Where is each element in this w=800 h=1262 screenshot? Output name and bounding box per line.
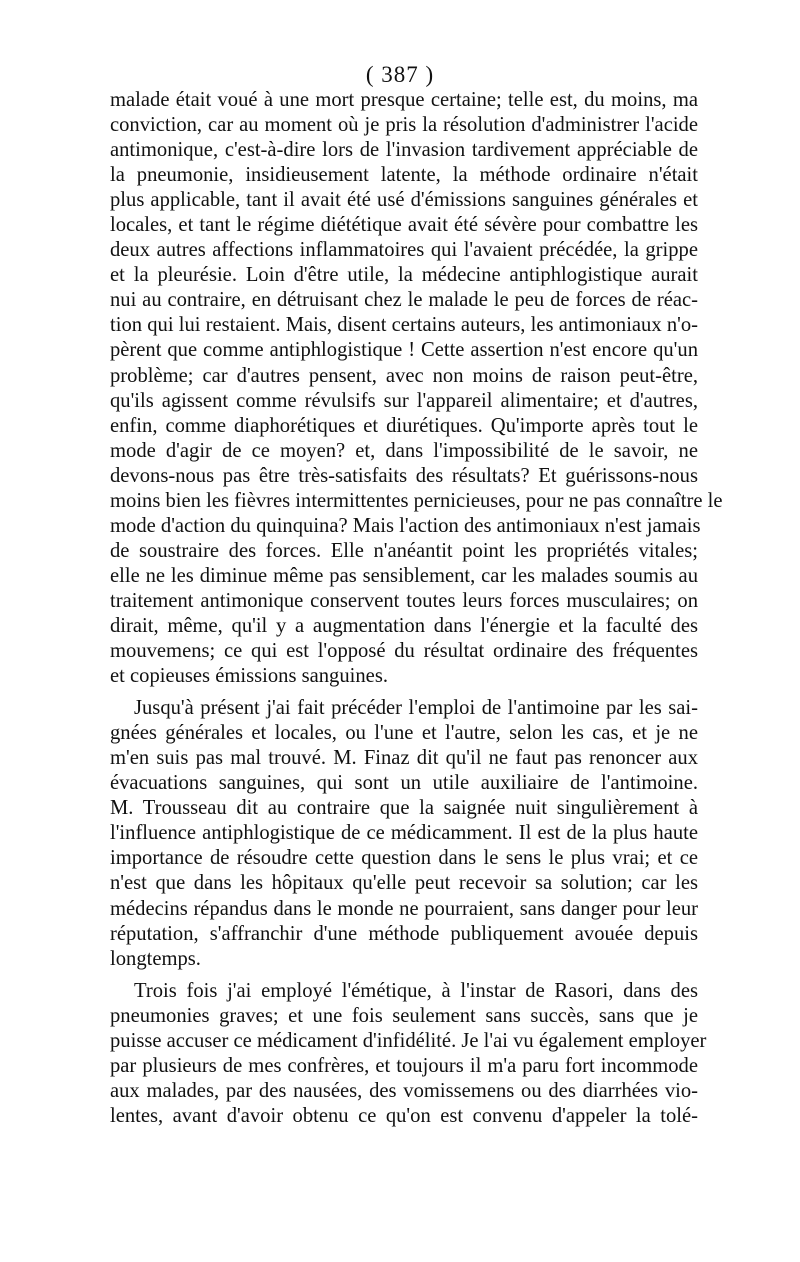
text-line: antimonique, c'est-à-dire lors de l'invasion tardivement appréciable de [110,139,698,162]
text-line: conviction, car au moment où je pris la résolution d'administrer l'acide [110,114,698,137]
text-line: mouvemens; ce qui est l'opposé du résultat ordinaire des fréquentes [110,640,698,663]
text-line: dirait, même, qu'il y a augmentation dans l'énergie et la faculté des [110,614,698,637]
text-line: de soustraire des forces. Elle n'anéantit point les propriétés vitales; [110,539,698,562]
text-line: mode d'action du quinquina? Mais l'action des antimoniaux n'est jamais [110,514,701,537]
text-line: importance de résoudre cette question dans le sens le plus vrai; et ce [110,847,698,870]
text-line: évacuations sanguines, qui sont un utile auxiliaire de l'antimoine. [110,772,698,795]
text-line: traitement antimonique conservent toutes leurs forces musculaires; on [110,589,698,612]
text-line: l'influence antiphlogistique de ce médicamment. Il est de la plus haute [110,822,698,845]
paragraph-3 [110,979,707,1129]
text-line: longtemps. [110,947,201,970]
text-line: lentes, avant d'avoir obtenu ce qu'on est convenu d'appeler la tolé- [110,1104,698,1127]
paragraph-1 [110,88,723,689]
text-line: Trois fois j'ai employé l'émétique, à l'instar de Rasori, dans des [134,979,698,1002]
text-line: moins bien les fièvres intermittentes pernicieuses, pour ne pas connaître le [110,489,723,512]
text-line: nui au contraire, en détruisant chez le malade le peu de forces de réac- [110,289,698,312]
text-line: M. Trousseau dit au contraire que la saignée nuit singulièrement à [110,797,698,820]
text-line: aux malades, par des nausées, des vomissemens ou des diarrhées vio- [110,1079,698,1102]
paragraph-gap [110,689,698,696]
text-line: malade était voué à une mort presque certaine; telle est, du moins, ma [110,89,698,111]
text-line: gnées générales et locales, ou l'une et l'autre, selon les cas, et je ne [110,722,698,745]
paragraph-2 [110,696,698,972]
body-text [110,88,723,1129]
text-line: et la pleurésie. Loin d'être utile, la médecine antiphlogistique aurait [110,264,698,287]
text-line: et copieuses émissions sanguines. [110,665,388,688]
text-line: elle ne les diminue même pas sensiblement, car les malades soumis au [110,564,698,587]
text-line: puisse accuser ce médicament d'infidélité. Je l'ai vu également employer [110,1029,707,1052]
text-line: mode d'agir de ce moyen? et, dans l'impossibilité de le savoir, ne [110,439,698,462]
text-line: deux autres affections inflammatoires qui l'avaient précédée, la grippe [110,239,698,262]
text-line: médecins répandus dans le monde ne pourraient, sans danger pour leur [110,897,698,920]
text-line: n'est que dans les hôpitaux qu'elle peut recevoir sa solution; car les [110,872,698,895]
text-line: par plusieurs de mes confrères, et toujours il m'a paru fort incommode [110,1054,698,1077]
text-line: pèrent que comme antiphlogistique ! Cette assertion n'est encore qu'un [110,339,698,362]
text-line: problème; car d'autres pensent, avec non moins de raison peut-être, [110,364,698,387]
text-line: la pneumonie, insidieusement latente, la méthode ordinaire n'était [110,164,698,187]
text-line: locales, et tant le régime diététique avait été sévère pour combattre les [110,214,698,237]
text-line: qu'ils agissent comme révulsifs sur l'appareil alimentaire; et d'autres, [110,389,698,412]
text-line: plus applicable, tant il avait été usé d'émissions sanguines générales et [110,189,698,212]
page-number: ( 387 ) [365,62,435,87]
text-line: tion qui lui restaient. Mais, disent certains auteurs, les antimoniaux n'o- [110,314,698,337]
text-line: devons-nous pas être très-satisfaits des résultats? Et guérissons-nous [110,464,698,487]
text-line: enfin, comme diaphorétiques et diurétiques. Qu'importe après tout le [110,414,698,437]
text-line: m'en suis pas mal trouvé. M. Finaz dit qu'il ne faut pas renoncer aux [110,747,698,770]
text-line: réputation, s'affranchir d'une méthode publiquement avouée depuis [110,922,698,945]
text-line: Jusqu'à présent j'ai fait précéder l'emploi de l'antimoine par les sai- [134,697,698,720]
paragraph-gap [110,972,698,979]
text-line: pneumonies graves; et une fois seulement sans succès, sans que je [110,1004,698,1027]
